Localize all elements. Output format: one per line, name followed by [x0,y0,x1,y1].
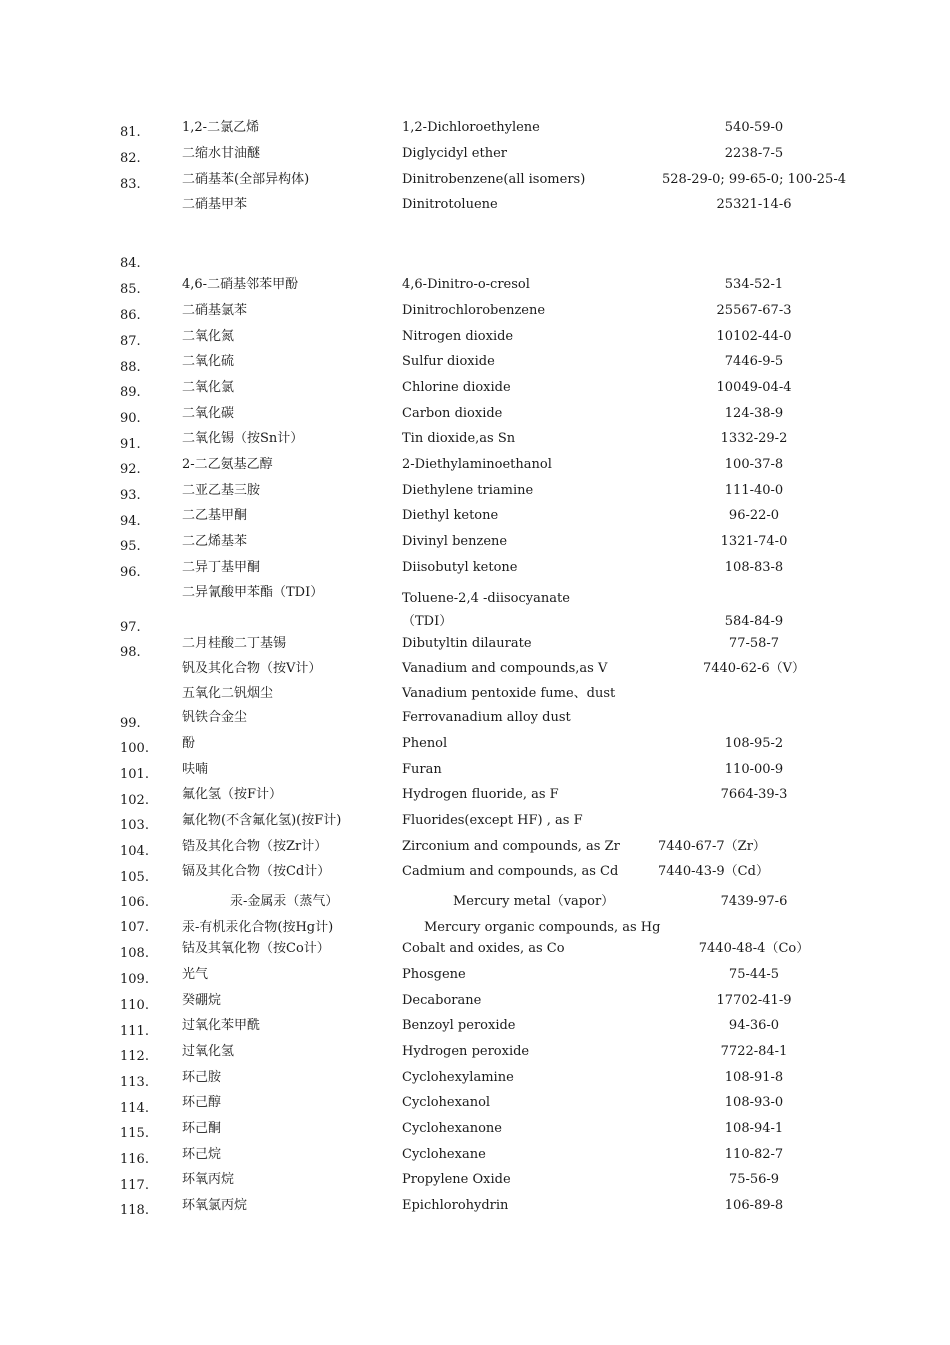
cas-number: 25567-67-3 [716,303,792,318]
cas-number: 10049-04-4 [716,380,792,395]
chinese-name: 二氧化碳 [182,406,235,421]
english-name: Hydrogen fluoride, as F [402,787,559,802]
cas-number: 108-95-2 [724,736,784,751]
cas-number: 110-00-9 [724,762,784,777]
chinese-name: 2-二乙氨基乙醇 [182,457,273,472]
chinese-name: 二月桂酸二丁基锡 [182,636,287,651]
english-name: 2-Diethylaminoethanol [402,457,552,472]
row-number: 93. [120,488,141,503]
english-name: Dibutyltin dilaurate [402,636,532,651]
chinese-name: 过氧化苯甲酰 [182,1018,261,1033]
english-name: Diisobutyl ketone [402,560,518,575]
cas-number: 7439-97-6 [720,894,788,909]
chinese-name: 钒铁合金尘 [182,710,248,725]
chinese-name: 二氧化锡（按Sn计） [182,431,304,446]
english-name: Cyclohexanone [402,1121,502,1136]
chinese-name: 二亚乙基三胺 [182,483,261,498]
english-name: 1,2-Dichloroethylene [402,120,540,135]
english-name: Cyclohexanol [402,1095,491,1110]
chinese-name: 环己醇 [182,1095,222,1110]
chinese-name: 呋喃 [182,762,209,777]
cas-number: 7440-67-7（Zr） [658,839,766,854]
english-name: Fluorides(except HF) , as F [402,813,583,828]
cas-number: 540-59-0 [724,120,784,135]
row-number: 88. [120,360,141,375]
chinese-name: 氟化物(不含氟化氢)(按F计) [182,813,342,828]
cas-number: 534-52-1 [724,277,784,292]
row-number: 96. [120,565,141,580]
cas-number: 7440-43-9（Cd） [658,864,769,879]
english-name: Mercury metal（vapor） [453,894,615,909]
chinese-name: 二硝基甲苯 [182,197,248,212]
chinese-name: 1,2-二氯乙烯 [182,120,260,135]
row-number: 81. [120,125,141,140]
cas-number: 110-82-7 [724,1147,784,1162]
row-number: 87. [120,334,141,349]
cas-number: 1321-74-0 [720,534,788,549]
row-number: 104. [120,844,149,859]
english-name: Dinitrochlorobenzene [402,303,546,318]
english-name: Cyclohexylamine [402,1070,514,1085]
english-name: Sulfur dioxide [402,354,495,369]
cas-number: 584-84-9 [724,614,784,629]
chinese-name: 氟化氢（按F计） [182,787,283,802]
cas-number: 106-89-8 [724,1198,784,1213]
row-number: 90. [120,411,141,426]
row-number: 91. [120,437,141,452]
chinese-name: 环己胺 [182,1070,222,1085]
chinese-name: 汞-有机汞化合物(按Hg计) [182,920,334,935]
chinese-name: 环己烷 [182,1147,222,1162]
chinese-name: 环氧氯丙烷 [182,1198,248,1213]
row-number: 86. [120,308,141,323]
chinese-name: 镉及其化合物（按Cd计） [182,864,331,879]
row-number: 108. [120,946,149,961]
cas-number: 124-38-9 [724,406,784,421]
row-number: 97. [120,620,141,635]
english-name: Divinyl benzene [402,534,508,549]
cas-number: 17702-41-9 [716,993,792,1008]
english-name: Nitrogen dioxide [402,329,514,344]
cas-number: 7440-48-4（Co） [698,941,810,956]
chinese-name: 二氧化硫 [182,354,235,369]
row-number: 98. [120,645,141,660]
cas-number: 100-37-8 [724,457,784,472]
cas-number: 528-29-0; 99-65-0; 100-25-4 [662,172,846,187]
row-number: 112. [120,1049,149,1064]
row-number: 84. [120,256,141,271]
chinese-name: 二氧化氮 [182,329,235,344]
row-number: 113. [120,1075,149,1090]
english-name: Vanadium pentoxide fume、dust [402,686,616,701]
cas-number: 108-91-8 [724,1070,784,1085]
chinese-name: 五氧化二钒烟尘 [182,686,274,701]
row-number: 116. [120,1152,149,1167]
english-name: Diethylene triamine [402,483,534,498]
chinese-name: 二异丁基甲酮 [182,560,261,575]
row-number: 115. [120,1126,149,1141]
cas-number: 75-56-9 [728,1172,780,1187]
chinese-name: 光气 [182,967,209,982]
row-number: 100. [120,741,149,756]
english-name: Dinitrotoluene [402,197,498,212]
chinese-name: 二缩水甘油醚 [182,146,261,161]
row-number: 105. [120,870,149,885]
row-number: 101. [120,767,149,782]
english-name: Cyclohexane [402,1147,486,1162]
cas-number: 94-36-0 [728,1018,780,1033]
row-number: 111. [120,1024,149,1039]
english-name: Chlorine dioxide [402,380,511,395]
english-name: Benzoyl peroxide [402,1018,516,1033]
cas-number: 77-58-7 [728,636,780,651]
english-name: Hydrogen peroxide [402,1044,530,1059]
english-name: Phosgene [402,967,466,982]
english-name: Toluene-2,4 -diisocyanate [402,591,570,606]
english-name: （TDI） [402,614,453,629]
chinese-name: 癸硼烷 [182,993,222,1008]
english-name: Propylene Oxide [402,1172,511,1187]
cas-number: 1332-29-2 [720,431,788,446]
chinese-name: 二氧化氯 [182,380,235,395]
english-name: Diglycidyl ether [402,146,507,161]
chinese-name: 环氧丙烷 [182,1172,235,1187]
chinese-name: 二硝基苯(全部异构体) [182,172,310,187]
chinese-name: 钒及其化合物（按V计） [182,661,322,676]
cas-number: 75-44-5 [728,967,780,982]
english-name: Tin dioxide,as Sn [402,431,516,446]
row-number: 103. [120,818,149,833]
row-number: 92. [120,462,141,477]
english-name: Diethyl ketone [402,508,499,523]
row-number: 83. [120,177,141,192]
row-number: 94. [120,514,141,529]
cas-number: 108-93-0 [724,1095,784,1110]
cas-number: 7440-62-6（V） [702,661,806,676]
cas-number: 7664-39-3 [720,787,788,802]
english-name: Decaborane [402,993,482,1008]
row-number: 117. [120,1178,149,1193]
english-name: Vanadium and compounds,as V [402,661,608,676]
chinese-name: 二异氰酸甲苯酯（TDI） [182,585,324,600]
row-number: 118. [120,1203,149,1218]
chinese-name: 二硝基氯苯 [182,303,248,318]
row-number: 106. [120,895,149,910]
cas-number: 25321-14-6 [716,197,792,212]
english-name: Mercury organic compounds, as Hg [424,920,661,935]
chinese-name: 锆及其化合物（按Zr计） [182,839,328,854]
chinese-name: 二乙烯基苯 [182,534,248,549]
chinese-name: 酚 [182,736,196,751]
chinese-name: 钴及其氧化物（按Co计） [182,941,330,956]
row-number: 107. [120,920,149,935]
cas-number: 111-40-0 [724,483,784,498]
chinese-name: 二乙基甲酮 [182,508,248,523]
cas-number: 7722-84-1 [720,1044,788,1059]
english-name: Dinitrobenzene(all isomers) [402,172,586,187]
row-number: 95. [120,539,141,554]
cas-number: 96-22-0 [728,508,780,523]
english-name: Cadmium and compounds, as Cd [402,864,619,879]
english-name: Zirconium and compounds, as Zr [402,839,620,854]
row-number: 82. [120,151,141,166]
cas-number: 108-83-8 [724,560,784,575]
row-number: 109. [120,972,149,987]
cas-number: 10102-44-0 [716,329,792,344]
cas-number: 7446-9-5 [724,354,784,369]
chinese-name: 汞-金属汞（蒸气） [230,894,339,909]
row-number: 99. [120,716,141,731]
english-name: Ferrovanadium alloy dust [402,710,571,725]
english-name: Carbon dioxide [402,406,503,421]
row-number: 85. [120,282,141,297]
english-name: Phenol [402,736,448,751]
chinese-name: 过氧化氢 [182,1044,235,1059]
cas-number: 108-94-1 [724,1121,784,1136]
english-name: Cobalt and oxides, as Co [402,941,565,956]
row-number: 114. [120,1101,149,1116]
english-name: Epichlorohydrin [402,1198,509,1213]
english-name: 4,6-Dinitro-o-cresol [402,277,530,292]
english-name: Furan [402,762,442,777]
row-number: 89. [120,385,141,400]
row-number: 110. [120,998,149,1013]
chinese-name: 环己酮 [182,1121,222,1136]
row-number: 102. [120,793,149,808]
chinese-name: 4,6-二硝基邻苯甲酚 [182,277,299,292]
cas-number: 2238-7-5 [724,146,784,161]
